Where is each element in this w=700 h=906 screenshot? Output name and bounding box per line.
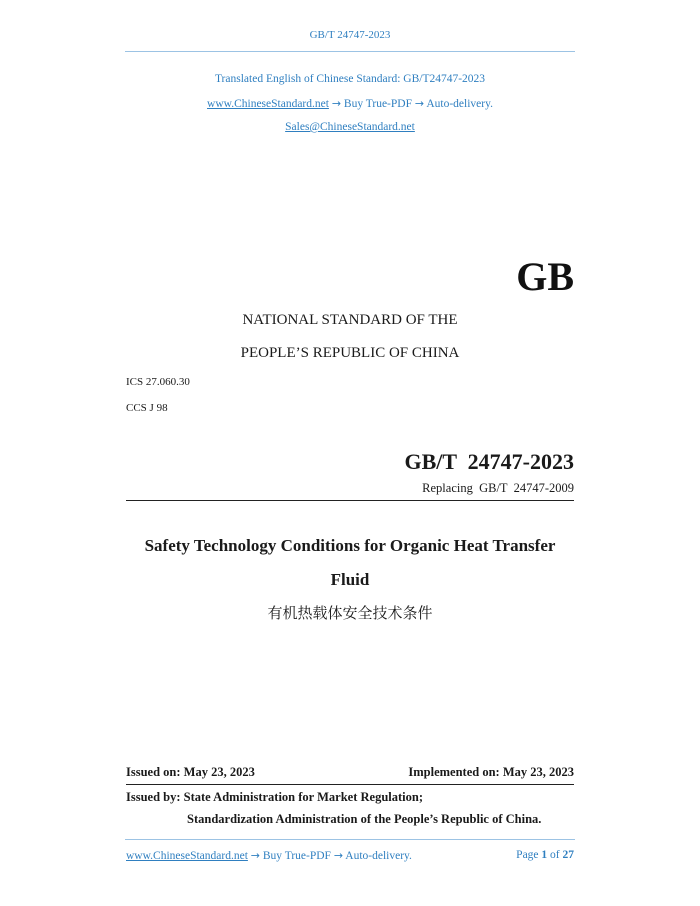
footer-rule xyxy=(125,839,575,840)
email-link[interactable]: Sales@ChineseStandard.net xyxy=(285,121,415,133)
arrow-right-icon: → xyxy=(250,849,260,862)
standard-number: GB/T 24747-2023 xyxy=(404,449,574,474)
header-rule xyxy=(125,51,575,52)
of-label: of xyxy=(550,849,560,861)
footer-purchase-line xyxy=(126,849,412,862)
website-link[interactable]: www.ChineseStandard.net xyxy=(207,98,329,110)
header-title: GB/T 24747-2023 xyxy=(309,29,391,41)
title-line2: Fluid xyxy=(330,570,370,589)
dates-rule xyxy=(126,784,574,785)
page-number: 1 xyxy=(541,849,548,861)
page-label: Page xyxy=(516,849,539,861)
page-total: 27 xyxy=(562,849,574,861)
buy-pdf-text: Buy True-PDF xyxy=(343,98,412,110)
auto-delivery-text: Auto-delivery. xyxy=(426,98,493,110)
national-standard-line2: PEOPLE’S REPUBLIC OF CHINA xyxy=(240,345,460,361)
arrow-right-icon: → xyxy=(414,97,425,110)
purchase-line xyxy=(0,97,700,110)
title-chinese: 有机热载体安全技术条件 xyxy=(267,604,433,622)
issued-by-line1: Issued by: State Administration for Market Regulation; xyxy=(126,790,423,804)
ics-code: ICS 27.060.30 xyxy=(126,376,190,388)
national-standard-line1: NATIONAL STANDARD OF THE xyxy=(242,312,458,328)
gb-logo: GB xyxy=(516,254,574,299)
page-indicator xyxy=(440,849,574,861)
arrow-right-icon: → xyxy=(331,97,342,110)
title-line1: Safety Technology Conditions for Organic Heat Transfer xyxy=(144,536,556,555)
number-rule xyxy=(126,500,574,501)
translation-line: Translated English of Chinese Standard: GB/T24747-2023 xyxy=(214,73,486,85)
issued-date: Issued on: May 23, 2023 xyxy=(126,765,255,779)
footer-auto-delivery-text: Auto-delivery. xyxy=(345,850,412,862)
email-line xyxy=(0,121,700,133)
arrow-right-icon: → xyxy=(333,849,344,862)
footer-buy-pdf-text: Buy True-PDF xyxy=(262,850,331,862)
issued-by-line2: Standardization Administration of the People’s Republic of China. xyxy=(187,812,542,826)
implemented-date: Implemented on: May 23, 2023 xyxy=(408,765,574,779)
ccs-code: CCS J 98 xyxy=(126,402,168,414)
replacing-standard: Replacing GB/T 24747-2009 xyxy=(422,481,574,495)
footer-website-link[interactable]: www.ChineseStandard.net xyxy=(126,850,248,862)
